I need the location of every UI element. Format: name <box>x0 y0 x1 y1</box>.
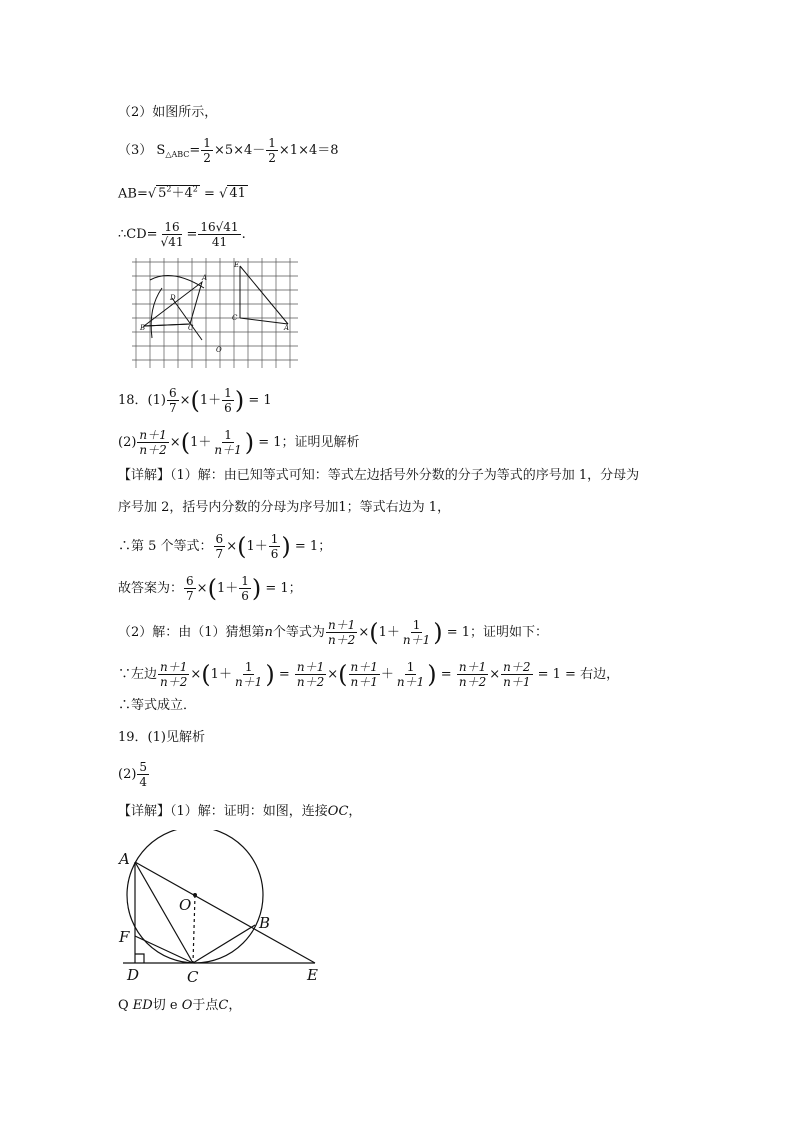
detail-line3: 【详解】（1）解：证明：如图，连接OC， <box>118 804 362 819</box>
label-b: B <box>140 324 146 332</box>
label-a: A <box>119 850 130 868</box>
label-a: A <box>202 274 208 282</box>
label-o: O <box>216 346 222 354</box>
label-o: O <box>179 896 192 914</box>
label-a2: A <box>284 324 290 332</box>
cd-formula: ∴CD= $\frac{16}{√41}$ = $\frac{16√41}{41}$ . <box>118 220 246 249</box>
proof-line: ∵左边 $\frac{n+1}{n+2}$ ×(1＋ $\frac{1}{n+1}$ ) = $\frac{n+1}{n+2}$ ×( $\frac{n+1}{n+1}$ ＋ $\frac{1}{n+1}$ ) = $\frac{n+1}{n+2}$ × $\frac{n+2}{n+1}$ = 1 = 右边， <box>118 660 620 689</box>
label-d: D <box>170 294 176 302</box>
label-d: D <box>127 966 140 984</box>
area-formula: （3） $S_{\triangle ABC}=$ $\frac{1}{2}$ ×5×4－ $\frac{1}{2}$ ×1×4＝8 <box>118 136 339 165</box>
ab-formula: AB=√ $5^2+4^2$ = √ 41 <box>118 185 246 202</box>
label-c: C <box>187 968 199 985</box>
text-line: （2）如图所示， <box>118 105 218 120</box>
label-e: E <box>307 966 318 984</box>
fifth-equation: ∴第 5 个等式： $\frac{6}{7}$ ×(1＋ $\frac{1}{6}$ ) = 1； <box>118 532 332 561</box>
q18-line1: 18．(1) $\frac{6}{7}$ ×(1＋ $\frac{1}{6}$ ) = 1 <box>118 386 272 415</box>
q19-line1: 19．(1)见解析 <box>118 730 205 745</box>
label-e: E <box>234 261 240 269</box>
holds-line: ∴等式成立． <box>118 698 197 713</box>
label-c: C <box>188 324 194 332</box>
detail-line1: 【详解】（1）解：由已知等式可知：等式左边括号外分数的分子为等式的序号加 1，分母为 <box>118 468 640 483</box>
part2-line: （2）解：由（1）猜想第n个等式为 $\frac{n+1}{n+2}$ ×(1＋ $\frac{1}{n+1}$ ) = 1；证明如下： <box>118 618 549 647</box>
circle-figure <box>115 830 330 985</box>
answer-line: 故答案为： $\frac{6}{7}$ ×(1＋ $\frac{1}{6}$ ) = 1； <box>118 574 302 603</box>
label-f: F <box>119 928 130 946</box>
label-b: B <box>259 914 271 932</box>
detail-line2: 序号加 2，括号内分数的分母为序号加1；等式右边为 1， <box>118 500 451 515</box>
label-c2: C <box>232 314 238 322</box>
last-line: Q ED切 e O于点C， <box>118 998 242 1013</box>
q19-line2: (2) $\frac{5}{4}$ <box>118 760 148 789</box>
q18-line2: (2) $\frac{n+1}{n+2}$ ×(1＋ $\frac{1}{n+1}$ ) = 1；证明见解析 <box>118 428 360 457</box>
grid-figure <box>132 258 298 368</box>
